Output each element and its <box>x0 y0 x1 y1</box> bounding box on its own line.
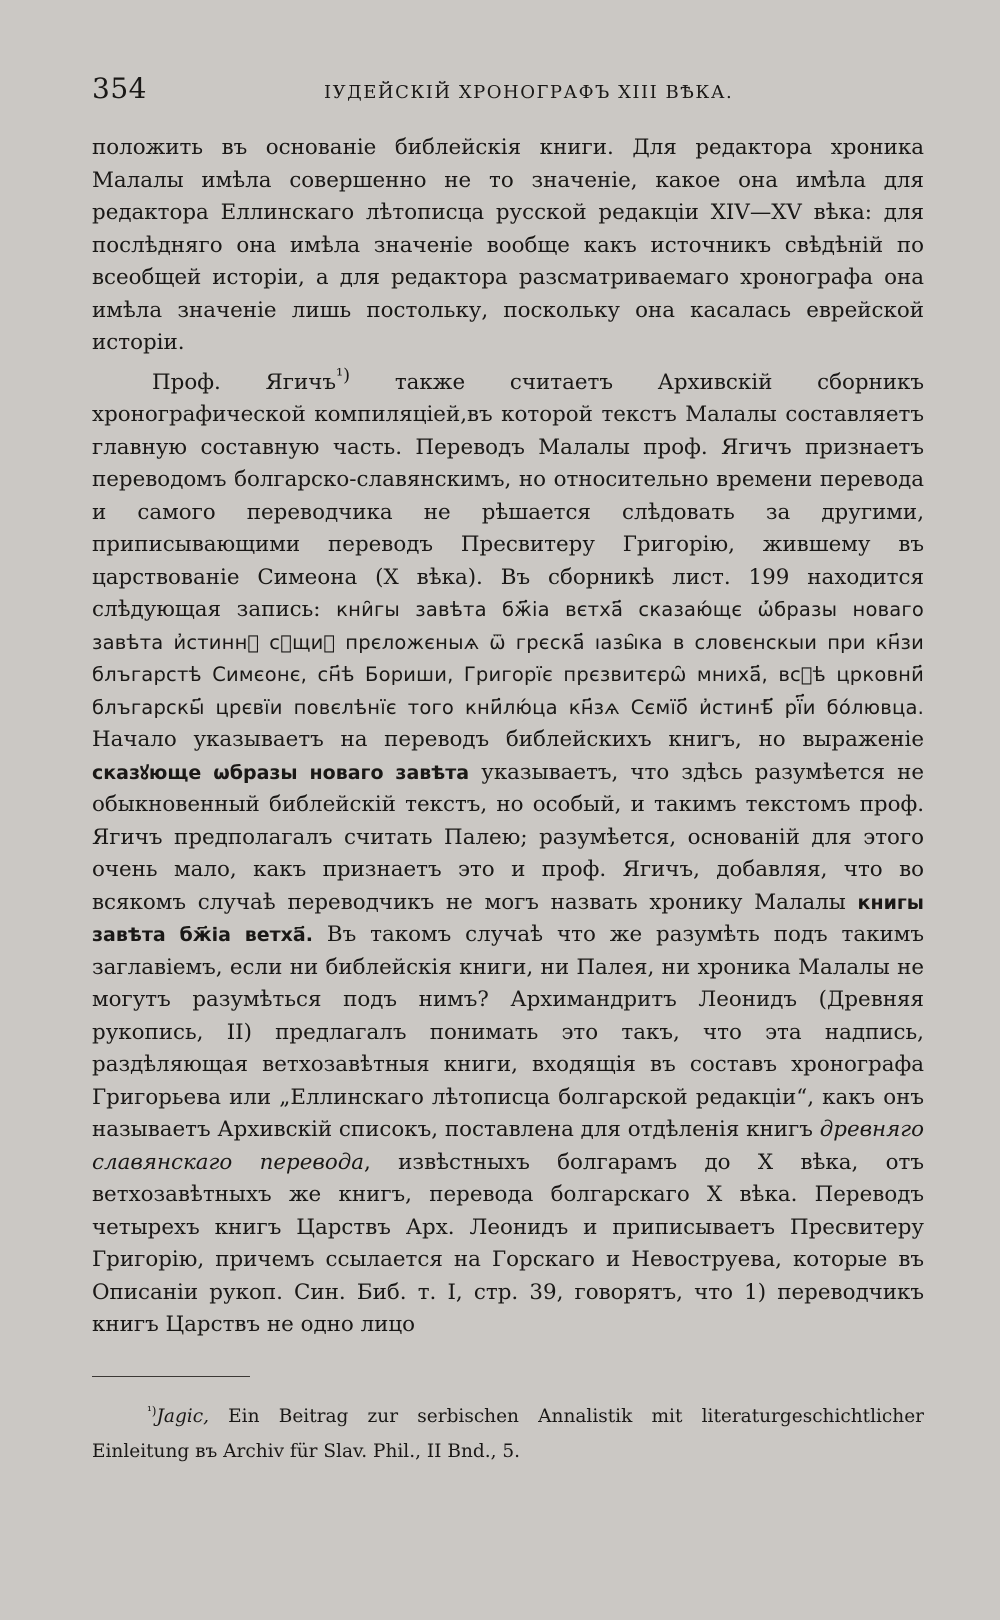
page-number: 354 <box>92 72 147 105</box>
footnote-author: Jagic, <box>156 1406 209 1428</box>
footnote-reference: ¹) <box>336 364 351 386</box>
footnote-divider <box>92 1376 250 1377</box>
italic-phrase: древняго славянскаго перевода <box>92 1117 924 1175</box>
paragraph-2-text-d: указываетъ, что здѣсь разумѣется не обыкновенный библейскій текстъ, но особый, и такимъ текстомъ проф. Ягичъ предполагалъ считать Палею; разумѣется, основаній для этого очень мало, какъ признаетъ это и проф. Ягичъ, добавляя, что во всякомъ случаѣ переводчикъ не могъ назвать хронику Малалы <box>92 759 925 915</box>
paragraph-2-text-a: Проф. Ягичъ <box>152 369 336 395</box>
paragraph-1: положить въ основаніе библейскія книги. Для редактора хроника Малалы имѣла совершенно не то значеніе, какое она имѣла для редактора Еллинскаго лѣтописца русской редакціи XIV—XV вѣка: для послѣдняго она имѣла значеніе вообще какъ источникъ свѣдѣній по всеобщей исторіи, а для редактора разсматриваемаго хронографа она имѣла значеніе лишь постольку, поскольку она касалась еврейской исторіи. <box>92 135 924 355</box>
slavonic-quote-1: сказꙋюще ѡбразы новаго завѣта <box>92 761 470 784</box>
paragraph-2-text-c: Начало указываетъ на переводъ библейскихъ книгъ, но выраженіе <box>92 727 924 753</box>
running-title: ІУДЕЙСКІЙ ХРОНОГРАФЪ XIII ВѢКА. <box>324 82 734 103</box>
footnote-mark: ¹) <box>147 1404 157 1418</box>
paragraph-2-text-b: также считаетъ Архивскій сборникъ хронографической компиляціей,въ которой текстъ Малалы составляетъ главную составную часть. Переводъ Малалы проф. Ягичъ признаетъ переводомъ болгарско-славянскимъ, но относительно времени перевода и самого переводчика не рѣшается слѣдовать за другими, приписывающими переводъ Пресвитеру Григорію, жившему въ царствованіе Симеона (X вѣка). Въ сборникѣ лист. 199 находится слѣдующая запись: <box>92 369 925 623</box>
page-header <box>92 72 912 112</box>
main-text <box>92 132 924 1342</box>
slavonic-quote-2: книгы завѣта бж҃іа ветха҃. <box>92 891 924 947</box>
paragraph-2-text-f: , извѣстныхъ болгарамъ до X вѣка, отъ ветхозавѣтныхъ же книгъ, перевода болгарскаго X вѣка. Переводъ четырехъ книгъ Царствъ Арх. Леонидъ и приписываетъ Пресвитеру Григорію, причемъ ссылается на Горскаго и Невоструева, которые въ Описаніи рукоп. Син. Биб. т. I, стр. 39, говорятъ, что 1) переводчикъ книгъ Царствъ не одно лицо <box>92 1149 924 1338</box>
footnote-text <box>92 1394 924 1469</box>
footnote <box>92 1394 924 1469</box>
paragraph-2 <box>92 360 924 1342</box>
slavonic-inscription: кни̑гы завѣта бж҃іа вєтха҃ сказаю́щє ѡ҆́бразы новаго завѣта и҆стинн꙯ сꙋщи꙯ прєложєныѧ ѿ грєска҃ ıазы̑ка в словєнскыи при кн҃зи блъгарстѣ Симєонє, сн҃ѣ Бориши, Григорїє прєзвитєрѡ̑ мниха҃, вс꙯ѣ црковни҃ блъгарскы҃ црєвїи повєлѣнїє того кни҃лю́ца кн҃зѧ Сємїо҃ и҆стинѣ҃ рї҃и бо́лювца. <box>92 598 924 719</box>
footnote-body: Ein Beitrag zur serbischen Annalistik mit literaturgeschichtlicher Einleitung въ Archiv für Slav. Phil., II Bnd., 5. <box>92 1406 924 1463</box>
paragraph-2-text-e: Въ такомъ случаѣ что же разумѣть подъ такимъ заглавіемъ, если ни библейскія книги, ни Палея, ни хроника Малалы не могутъ разумѣться подъ нимъ? Архимандритъ Леонидъ (Древняя рукопись, II) предлагалъ понимать это такъ, что эта надпись, раздѣляющая ветхозавѣтныя книги, входящія въ составъ хронографа Григорьева или „Еллинскаго лѣтописца болгарской редакціи“, какъ онъ называетъ Архивскій списокъ, поставлена для отдѣленія книгъ <box>92 922 924 1143</box>
